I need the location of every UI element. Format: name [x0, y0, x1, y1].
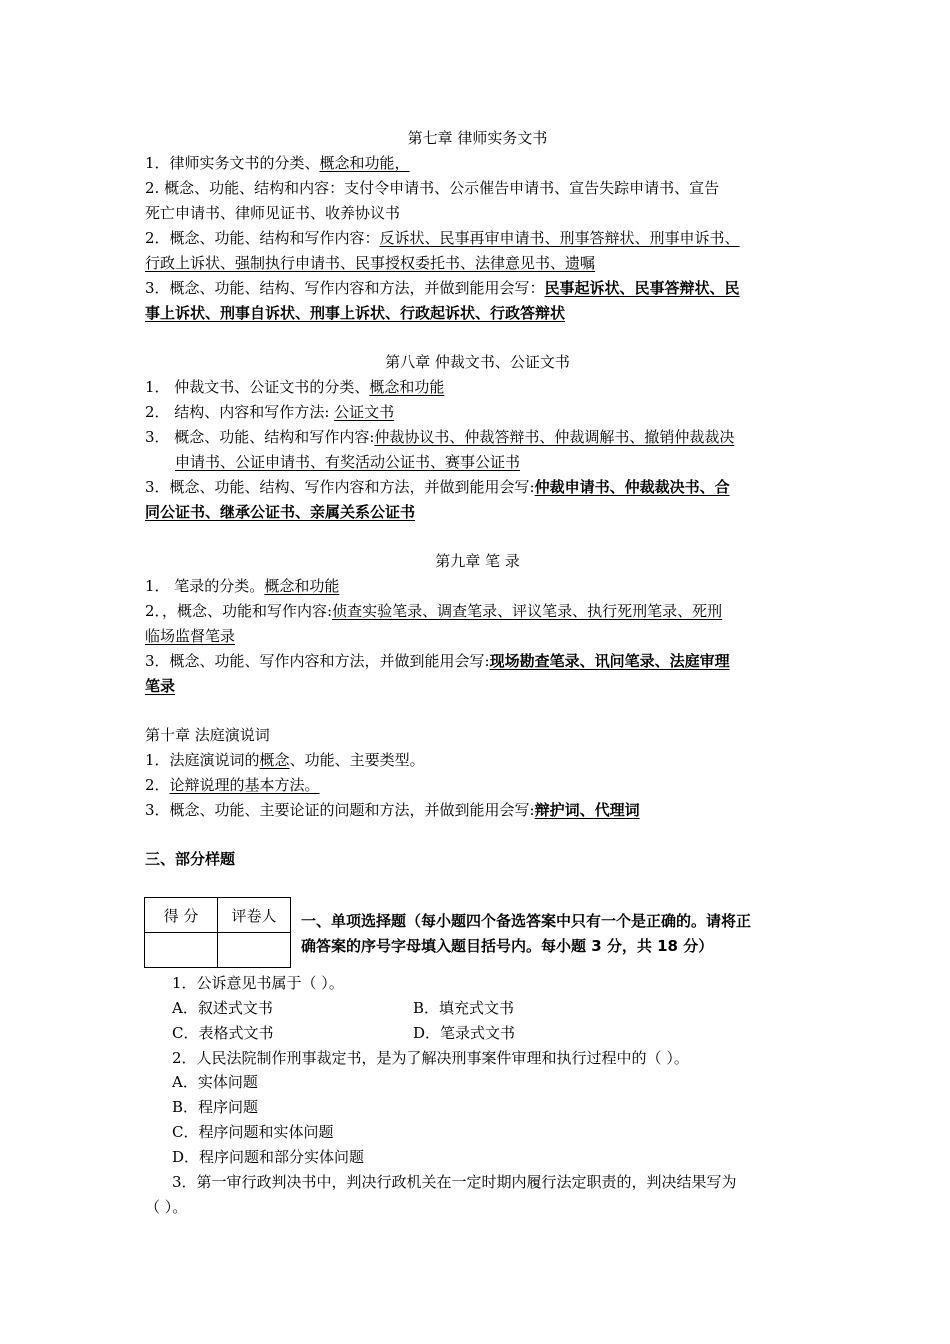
ch10-item-1: 1．法庭演说词的概念、功能、主要类型。: [145, 751, 425, 769]
ch8-item-1: 1． 仲裁文书、公证文书的分类、概念和功能: [145, 378, 445, 396]
ch7-item-3-line-1: 2．概念、功能、结构和写作内容：反诉状、民事再审申请书、刑事答辩状、刑事申诉书、: [145, 229, 740, 247]
ch7-item-4-line-1: 3．概念、功能、结构、写作内容和方法，并做到能用会写：民事起诉状、民事答辩状、民: [145, 279, 740, 297]
ch7-item-4-line-2: 事上诉状、刑事自诉状、刑事上诉状、行政起诉状、行政答辩状: [145, 304, 566, 322]
ch8-item-3-line-1: 3． 概念、功能、结构和写作内容:仲裁协议书、仲裁答辩书、仲裁调解书、撤销仲裁裁决: [145, 428, 735, 446]
score-table: [144, 897, 291, 968]
ch8-item-2: 2． 结构、内容和写作方法: 公证文书: [145, 403, 395, 421]
ch9-item-2-line-1: 2．，概念、功能和写作内容:侦查实验笔录、调查笔录、评议笔录、执行死刑笔录、死刑: [145, 602, 723, 620]
ch7-item-1: 1．律师实务文书的分类、概念和功能，: [145, 154, 410, 172]
q1-option-c: C．表格式文书: [172, 1024, 274, 1042]
q2-stem: 2．人民法院制作刑事裁定书，是为了解决刑事案件审理和执行过程中的（ ）。: [172, 1049, 689, 1067]
ch8-item-4-line-1: 3．概念、功能、结构、写作内容和方法，并做到能用会写:仲裁申请书、仲裁裁决书、合: [145, 478, 730, 496]
part-1-heading-line-2: 确答案的序号字母填入题目括号内。每小题 3 分，共 18 分）: [301, 937, 714, 955]
section-3-title: 三、部分样题: [145, 850, 236, 868]
grader-cell[interactable]: [218, 933, 291, 968]
ch9-item-1: 1． 笔录的分类。概念和功能: [145, 577, 340, 595]
q2-option-c: C．程序问题和实体问题: [172, 1123, 334, 1141]
ch10-item-2: 2．论辩说理的基本方法。: [145, 776, 320, 794]
ch7-item-3-line-2: 行政上诉状、强制执行申请书、民事授权委托书、法律意见书、遗嘱: [145, 254, 596, 272]
q1-option-d: D．笔录式文书: [413, 1024, 516, 1042]
q3-stem-line-1: 3．第一审行政判决书中，判决行政机关在一定时期内履行法定职责的，判决结果写为: [172, 1173, 737, 1191]
ch10-item-3: 3．概念、功能、主要论证的问题和方法，并做到能用会写:辩护词、代理词: [145, 801, 640, 819]
q1-option-b: B．填充式文书: [413, 999, 515, 1017]
q2-option-b: B．程序问题: [172, 1098, 259, 1116]
ch9-item-3-line-1: 3．概念、功能、写作内容和方法，并做到能用会写:现场勘查笔录、讯问笔录、法庭审理: [145, 652, 730, 670]
ch8-item-3-line-2: 申请书、公证申请书、有奖活动公证书、赛事公证书: [175, 453, 521, 471]
chapter-7-title: 第七章 律师实务文书: [407, 129, 548, 147]
score-header: 得 分: [145, 898, 218, 933]
q3-stem-line-2: （ ）。: [145, 1198, 188, 1216]
part-1-heading-line-1: 一、单项选择题（每小题四个备选答案中只有一个是正确的。请将正: [301, 912, 752, 930]
ch9-item-3-line-2: 笔录: [145, 677, 176, 695]
grader-header: 评卷人: [218, 898, 291, 933]
q1-stem: 1．公诉意见书属于（ ）。: [172, 974, 344, 992]
q1-option-a: A．叙述式文书: [172, 999, 273, 1017]
chapter-9-title: 第九章 笔 录: [435, 552, 520, 570]
chapter-10-title: 第十章 法庭演说词: [145, 726, 270, 744]
chapter-8-title: 第八章 仲裁文书、公证文书: [385, 353, 570, 371]
ch7-item-2-line-1: 2. 概念、功能、结构和内容：支付令申请书、公示催告申请书、宣告失踪申请书、宣告: [145, 179, 720, 197]
score-cell[interactable]: [145, 933, 218, 968]
ch7-item-2-line-2: 死亡申请书、律师见证书、收养协议书: [145, 204, 401, 222]
q2-option-a: A．实体问题: [172, 1073, 258, 1091]
ch8-item-4-line-2: 同公证书、继承公证书、亲属关系公证书: [145, 503, 416, 521]
ch9-item-2-line-2: 临场监督笔录: [145, 627, 236, 645]
q2-option-d: D．程序问题和部分实体问题: [172, 1148, 365, 1166]
